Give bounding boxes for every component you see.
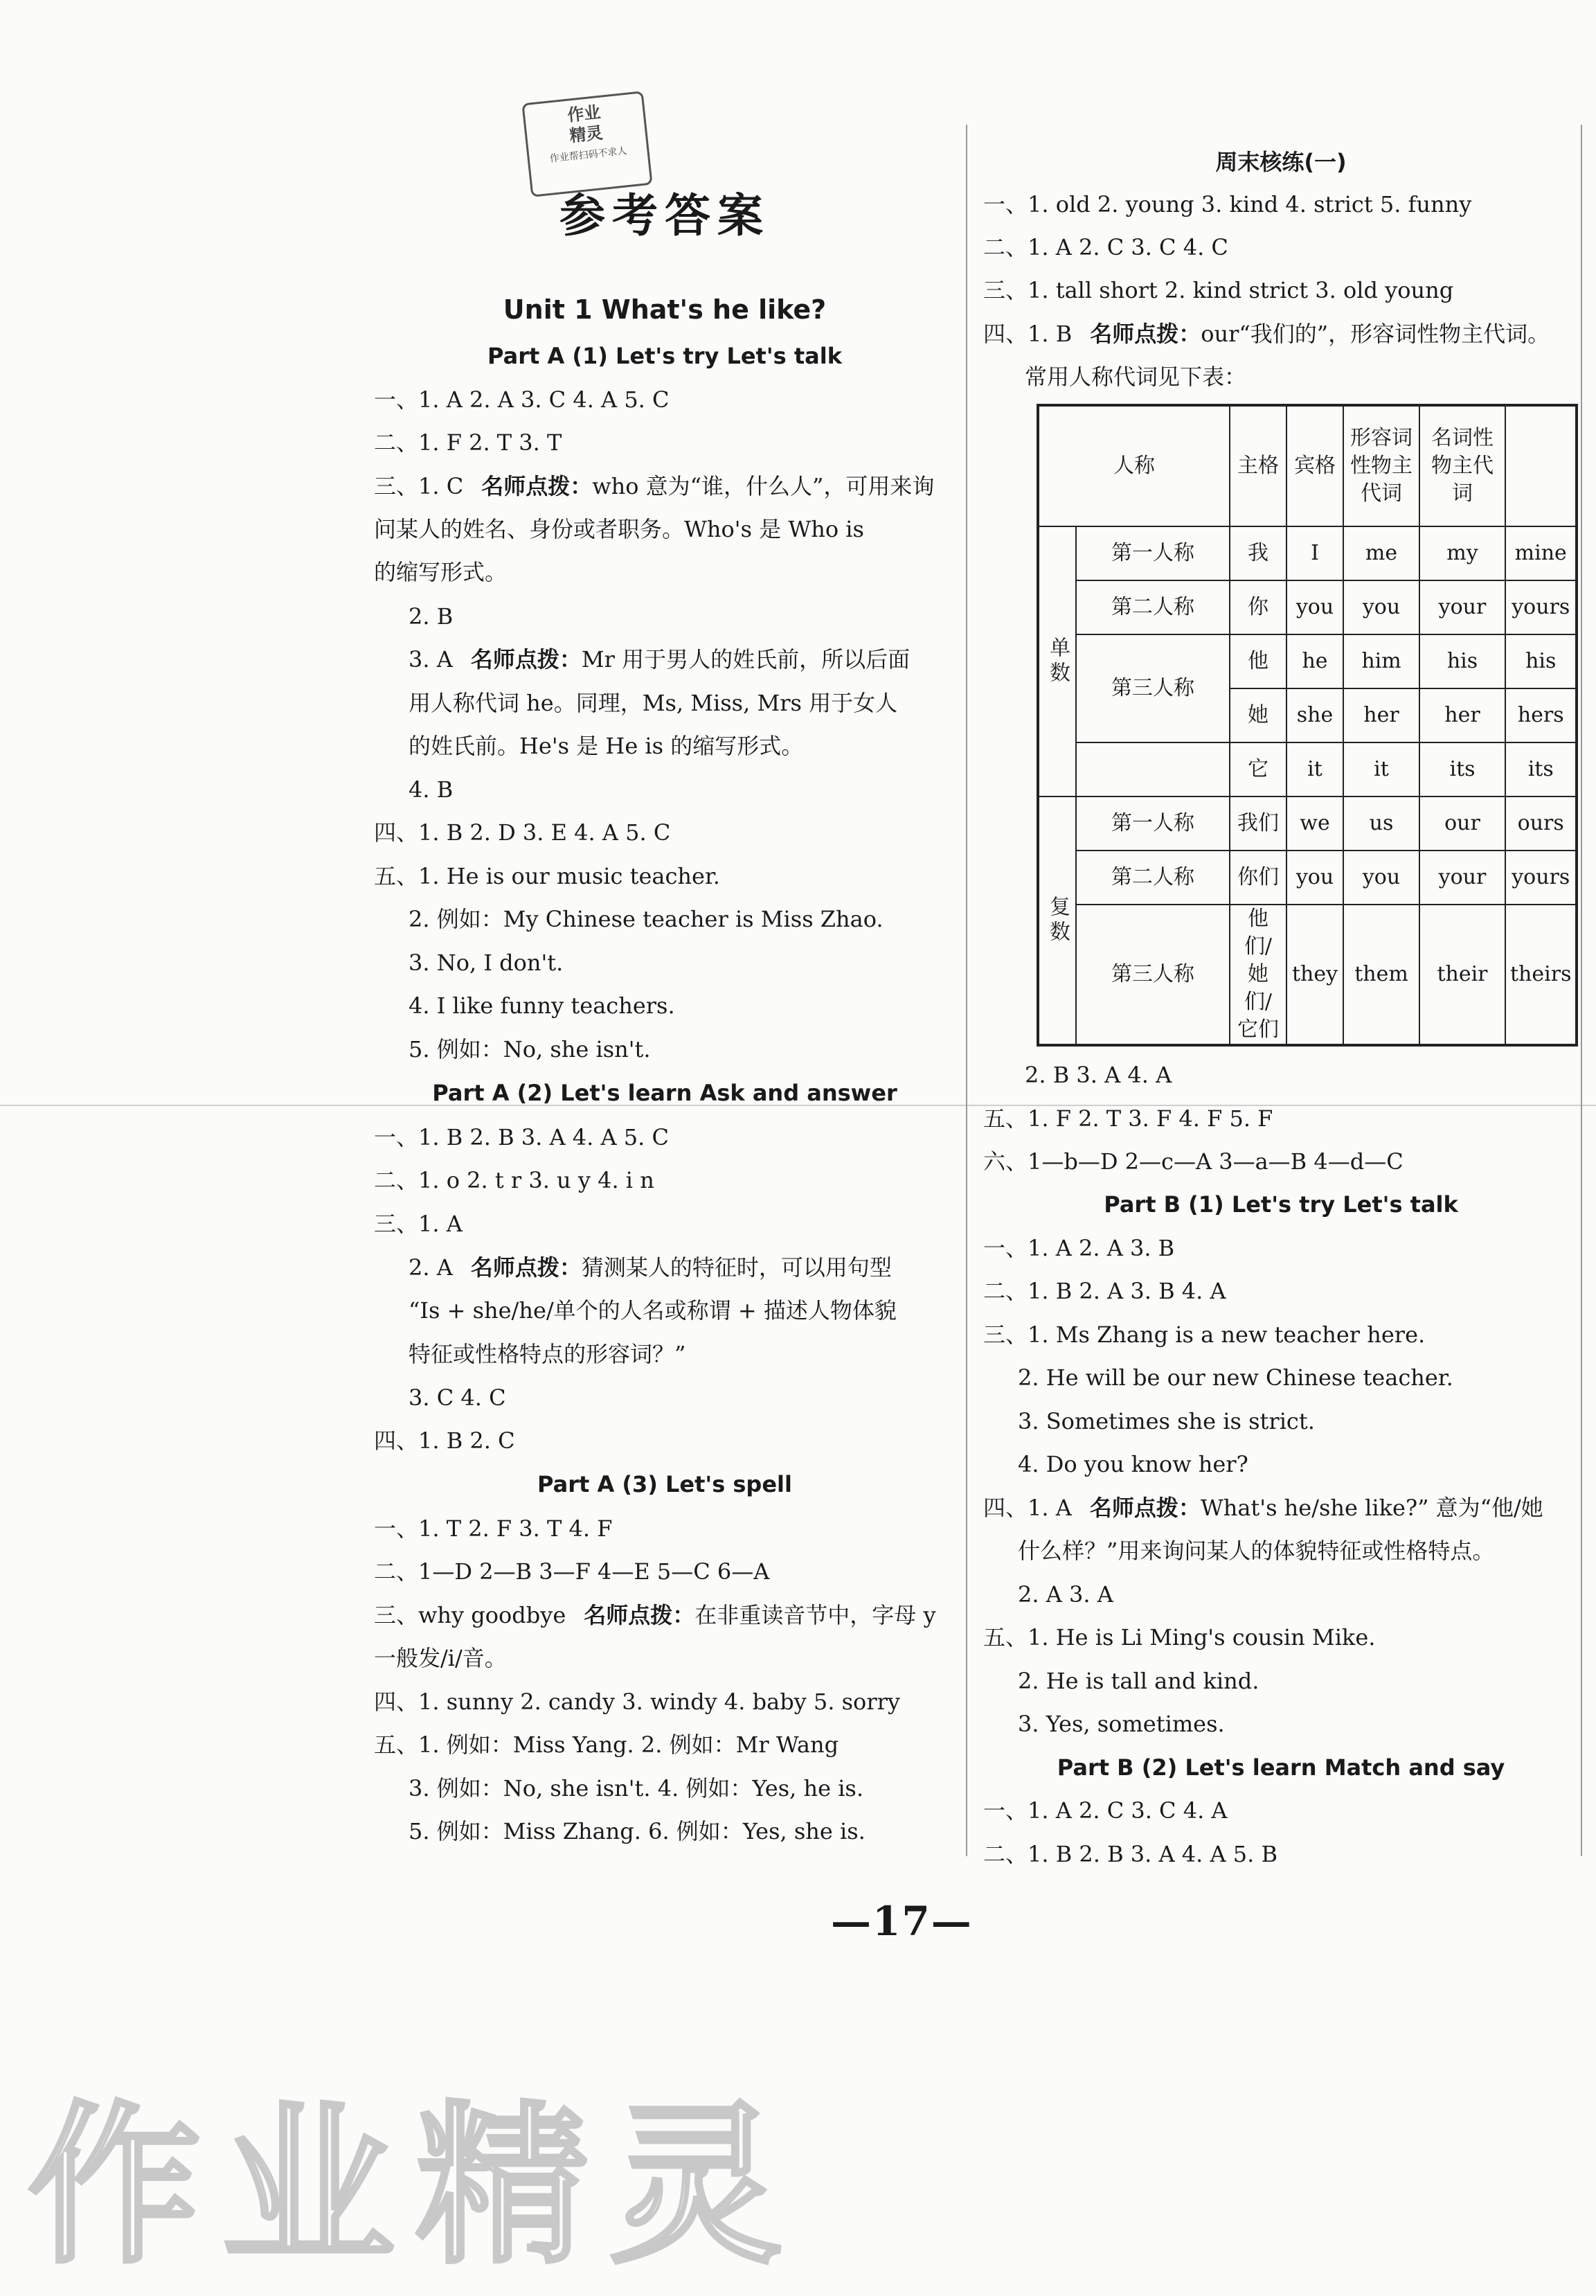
answer-text: 4. I like funny teachers.	[409, 993, 675, 1019]
pronoun-table	[1037, 404, 1578, 1047]
answer-text: 3. A	[409, 646, 453, 673]
pronoun-cell: them	[1343, 905, 1419, 1045]
answer-line	[409, 731, 803, 761]
pronoun-cell: his	[1505, 634, 1577, 688]
answer-text: 5. 例如：Miss Zhang. 6. 例如：Yes, she is.	[409, 1818, 866, 1844]
answer-text: Part A (1) Let's try Let's talk	[487, 343, 842, 369]
pronoun-cell: hers	[1505, 688, 1577, 742]
answer-text: 特征或性格特点的形容词？”	[409, 1341, 686, 1367]
answer-line	[1025, 1060, 1172, 1090]
answer-line	[374, 471, 934, 501]
answer-line	[374, 1687, 900, 1717]
answer-line	[374, 1643, 507, 1673]
answer-text: 一般发/i/音。	[374, 1645, 507, 1671]
pronoun-cell: it	[1343, 742, 1419, 797]
answer-line	[1018, 1449, 1248, 1479]
answer-text: Part A (2) Let's learn Ask and answer	[432, 1080, 897, 1106]
answer-text: Unit 1 What's he like?	[503, 294, 827, 325]
answer-line	[983, 1839, 1277, 1869]
answer-line	[409, 1295, 897, 1326]
pronoun-cell: you	[1286, 851, 1343, 905]
stamp-line: 作业帮扫码不求人	[549, 145, 628, 165]
pronoun-cell: my	[1419, 526, 1505, 580]
teacher-tip-text: 在非重读音节中，字母 y	[694, 1602, 936, 1628]
pronoun-cell: yours	[1505, 580, 1577, 634]
header-person: 人称	[1038, 405, 1230, 526]
answer-text: 五、1. 例如：Miss Yang. 2. 例如：Mr Wang	[374, 1732, 839, 1758]
pronoun-cell: him	[1343, 634, 1419, 688]
pronoun-cell: I	[1286, 526, 1343, 580]
person-cell: 第一人称	[1076, 526, 1230, 580]
watermark: 作业精灵	[28, 2085, 803, 2287]
pronoun-cell: 他	[1230, 634, 1286, 688]
answer-text: 用人称代词 he。同理，Ms, Miss, Mrs 用于女人	[409, 690, 898, 716]
answer-line	[374, 1513, 612, 1544]
answer-text: 一、1. A 2. C 3. C 4. A	[983, 1797, 1228, 1824]
answer-text: 5. 例如：No, she isn't.	[409, 1036, 651, 1062]
header-object: 宾格	[1286, 405, 1343, 526]
pronoun-cell: its	[1419, 742, 1505, 797]
answer-line	[983, 1103, 1273, 1134]
answer-line	[374, 1729, 839, 1760]
answer-line	[983, 147, 1579, 177]
teacher-tip-text: Mr 用于男人的姓氏前，所以后面	[581, 646, 911, 673]
answer-text: 五、1. F 2. T 3. F 4. F 5. F	[983, 1105, 1273, 1132]
answer-line	[983, 1276, 1226, 1306]
answer-text: Part B (2) Let's learn Match and say	[1057, 1754, 1505, 1781]
pronoun-cell: 我们	[1230, 797, 1286, 851]
answer-line	[374, 1165, 654, 1195]
teacher-tip-label: 名师点拨：	[481, 473, 593, 499]
pronoun-cell: your	[1419, 851, 1505, 905]
answer-line	[374, 1556, 769, 1587]
answer-text: 周末核练(一)	[1215, 149, 1347, 175]
answer-text: 2. B 3. A 4. A	[1025, 1062, 1172, 1088]
header-subject: 主格	[1230, 405, 1286, 526]
pronoun-cell: she	[1286, 688, 1343, 742]
answer-text: 3. No, I don't.	[409, 950, 564, 976]
pronoun-cell: theirs	[1505, 905, 1577, 1045]
table-row	[1038, 797, 1577, 851]
answer-text: 六、1—b—D 2—c—A 3—a—B 4—d—C	[983, 1148, 1404, 1175]
answer-line	[1018, 1406, 1315, 1436]
pronoun-cell: they	[1286, 905, 1343, 1045]
pronoun-cell: 它	[1230, 742, 1286, 797]
answer-text: 3. 例如：No, she isn't. 4. 例如：Yes, he is.	[409, 1775, 864, 1801]
person-cell: 第二人称	[1076, 580, 1230, 634]
answer-text: 的姓氏前。He's 是 He is 的缩写形式。	[409, 733, 804, 759]
pronoun-cell: we	[1286, 797, 1343, 851]
answer-text: 2. A 3. A	[1018, 1581, 1113, 1608]
answer-line	[983, 275, 1453, 305]
stamp-line: 作业	[566, 101, 602, 125]
teacher-tip-text: our“我们的”，形容词性物主代词。	[1201, 321, 1550, 347]
answer-text: 3. C 4. C	[409, 1385, 506, 1411]
page-title: 参考答案	[559, 189, 770, 242]
answer-text: 五、1. He is our music teacher.	[374, 863, 720, 889]
answer-line	[409, 1252, 892, 1283]
answer-text: 2. 例如：My Chinese teacher is Miss Zhao.	[409, 906, 884, 932]
answer-line	[983, 1795, 1228, 1826]
pronoun-cell: 她	[1230, 688, 1286, 742]
person-cell: 第三人称	[1076, 905, 1230, 1045]
answer-text: 2. He will be our new Chinese teacher.	[1018, 1364, 1453, 1391]
group-label-singular: 单数	[1038, 526, 1076, 797]
pronoun-cell: us	[1343, 797, 1419, 851]
answer-text: Part A (3) Let's spell	[537, 1471, 792, 1497]
pronoun-cell: her	[1419, 688, 1505, 742]
answer-line	[374, 341, 956, 371]
answer-text: 四、1. B 2. D 3. E 4. A 5. C	[374, 819, 671, 846]
page-number: —17—	[831, 1898, 973, 1945]
answer-line	[1018, 1536, 1494, 1566]
answer-line	[983, 1146, 1404, 1177]
pronoun-cell: your	[1419, 580, 1505, 634]
pronoun-cell: our	[1419, 797, 1505, 851]
answer-line	[983, 232, 1228, 262]
answer-text: 3. Yes, sometimes.	[1018, 1711, 1225, 1737]
answer-line	[374, 817, 670, 848]
answer-text: 问某人的姓名、身份或者职务。Who's 是 Who is	[374, 516, 864, 542]
answer-line	[409, 1773, 863, 1804]
header-noun-possessive: 名词性物主代词	[1419, 405, 1505, 526]
answer-text: 三、1. tall short 2. kind strict 3. old young	[983, 277, 1454, 303]
answer-line	[409, 774, 453, 805]
pronoun-cell: their	[1419, 905, 1505, 1045]
teacher-tip-label: 名师点拨：	[1089, 1495, 1201, 1521]
table-row	[1038, 742, 1577, 797]
pronoun-cell: it	[1286, 742, 1343, 797]
answer-line	[409, 1339, 685, 1369]
pronoun-cell: me	[1343, 526, 1419, 580]
answer-line	[374, 514, 864, 544]
answer-text: 四、1. B	[983, 321, 1073, 347]
answer-line	[1018, 1579, 1113, 1610]
answer-line	[1025, 362, 1246, 392]
teacher-tip-text: What's he/she like?” 意为“他/她	[1200, 1495, 1543, 1521]
teacher-tip-label: 名师点拨：	[470, 646, 582, 673]
answer-line	[409, 688, 897, 718]
answer-line	[983, 1189, 1579, 1220]
pronoun-cell: you	[1343, 580, 1419, 634]
answer-text: 四、1. B 2. C	[374, 1427, 515, 1454]
answer-line	[409, 904, 884, 934]
answer-line	[983, 1752, 1579, 1783]
pronoun-cell: 我	[1230, 526, 1286, 580]
answer-line	[374, 861, 720, 891]
answer-line	[374, 384, 670, 415]
pronoun-cell: 你们	[1230, 851, 1286, 905]
pronoun-cell: his	[1419, 634, 1505, 688]
answer-line	[983, 1622, 1375, 1653]
teacher-tip-label: 名师点拨：	[470, 1254, 582, 1281]
person-cell	[1076, 742, 1230, 797]
answer-text: 一、1. A 2. A 3. C 4. A 5. C	[374, 386, 670, 413]
answer-line	[374, 427, 562, 458]
answer-line	[374, 1209, 463, 1239]
answer-text: 一、1. B 2. B 3. A 4. A 5. C	[374, 1124, 669, 1150]
answer-line	[374, 1122, 669, 1153]
answer-line	[983, 1319, 1425, 1350]
answer-text: 二、1. o 2. t r 3. u y 4. i n	[374, 1167, 654, 1193]
answer-text: 四、1. A	[983, 1495, 1072, 1521]
answer-text: “Is + she/he/单个的人名或称谓 + 描述人物体貌	[409, 1297, 897, 1324]
answer-line	[1018, 1362, 1453, 1393]
answer-text: 的缩写形式。	[374, 559, 508, 585]
answer-text: 三、1. C	[374, 473, 464, 499]
pronoun-cell: yours	[1505, 851, 1577, 905]
person-cell: 第三人称	[1076, 634, 1230, 742]
right-margin-rule	[1581, 125, 1582, 1856]
answer-text: 2. He is tall and kind.	[1018, 1668, 1259, 1694]
answer-text: 二、1. F 2. T 3. T	[374, 429, 562, 456]
pronoun-cell: its	[1505, 742, 1577, 797]
person-cell: 第二人称	[1076, 851, 1230, 905]
answer-text: 五、1. He is Li Ming's cousin Mike.	[983, 1624, 1376, 1650]
pronoun-cell: you	[1343, 851, 1419, 905]
answer-text: 4. B	[409, 776, 454, 803]
answer-line	[374, 1600, 936, 1630]
answer-text: 一、1. old 2. young 3. kind 4. strict 5. funny	[983, 191, 1472, 217]
answer-text: 2. B	[409, 603, 454, 630]
answer-line	[1018, 1666, 1259, 1696]
answer-text: 一、1. T 2. F 3. T 4. F	[374, 1515, 613, 1542]
answer-text: 二、1. B 2. B 3. A 4. A 5. B	[983, 1841, 1277, 1867]
teacher-tip-label: 名师点拨：	[584, 1602, 695, 1628]
pronoun-cell: you	[1286, 580, 1343, 634]
answer-text: 3. Sometimes she is strict.	[1018, 1408, 1315, 1434]
answer-line	[983, 189, 1471, 220]
group-label-plural: 复数	[1038, 797, 1076, 1045]
teacher-tip-text: 猜测某人的特征时，可以用句型	[581, 1254, 892, 1281]
answer-text: 三、why goodbye	[374, 1602, 566, 1628]
person-cell: 第一人称	[1076, 797, 1230, 851]
table-row	[1038, 580, 1577, 634]
answer-line	[409, 644, 910, 675]
pronoun-cell: mine	[1505, 526, 1577, 580]
answer-line	[409, 1816, 866, 1846]
answer-text: 2. A	[409, 1254, 453, 1281]
pronoun-cell: he	[1286, 634, 1343, 688]
pronoun-cell: 他们/她们/它们	[1230, 905, 1286, 1045]
answer-text: 4. Do you know her?	[1018, 1451, 1248, 1477]
answer-line	[374, 1425, 515, 1456]
answer-text: 常用人称代词见下表：	[1025, 364, 1247, 390]
answer-line	[983, 1233, 1174, 1263]
answer-line	[374, 1078, 956, 1108]
answer-line	[409, 1382, 506, 1413]
answer-line	[409, 947, 563, 978]
teacher-tip-text: who 意为“谁，什么人”，可用来询	[592, 473, 935, 499]
answer-line	[983, 1493, 1543, 1523]
answer-text: 二、1. A 2. C 3. C 4. C	[983, 234, 1228, 260]
answer-line	[409, 1034, 651, 1065]
table-row	[1038, 634, 1577, 688]
teacher-tip-label: 名师点拨：	[1090, 321, 1201, 347]
answer-line	[983, 319, 1550, 349]
table-row	[1038, 851, 1577, 905]
answer-text: 二、1—D 2—B 3—F 4—E 5—C 6—A	[374, 1558, 770, 1585]
answer-text: 三、1. Ms Zhang is a new teacher here.	[983, 1321, 1426, 1348]
pronoun-cell: 你	[1230, 580, 1286, 634]
answer-line	[1018, 1709, 1225, 1739]
answer-line	[409, 990, 675, 1021]
answer-line	[374, 1469, 956, 1499]
table-row	[1038, 905, 1577, 1045]
answer-text: Part B (1) Let's try Let's talk	[1104, 1191, 1458, 1218]
answer-text: 一、1. A 2. A 3. B	[983, 1235, 1175, 1261]
pronoun-cell: ours	[1505, 797, 1577, 851]
answer-line	[374, 294, 956, 325]
answer-line	[409, 601, 453, 632]
column-divider	[966, 125, 967, 1856]
answer-text: 二、1. B 2. A 3. B 4. A	[983, 1278, 1226, 1304]
answer-text: 什么样？”用来询问某人的体貌特征或性格特点。	[1018, 1538, 1495, 1564]
stamp-line: 精灵	[568, 122, 604, 146]
pronoun-cell: her	[1343, 688, 1419, 742]
table-row	[1038, 526, 1577, 580]
header-adj-possessive: 形容词性物主代词	[1343, 405, 1419, 526]
answer-text: 四、1. sunny 2. candy 3. windy 4. baby 5. sorry	[374, 1689, 900, 1715]
answer-text: 三、1. A	[374, 1211, 463, 1237]
answer-line	[374, 557, 507, 587]
